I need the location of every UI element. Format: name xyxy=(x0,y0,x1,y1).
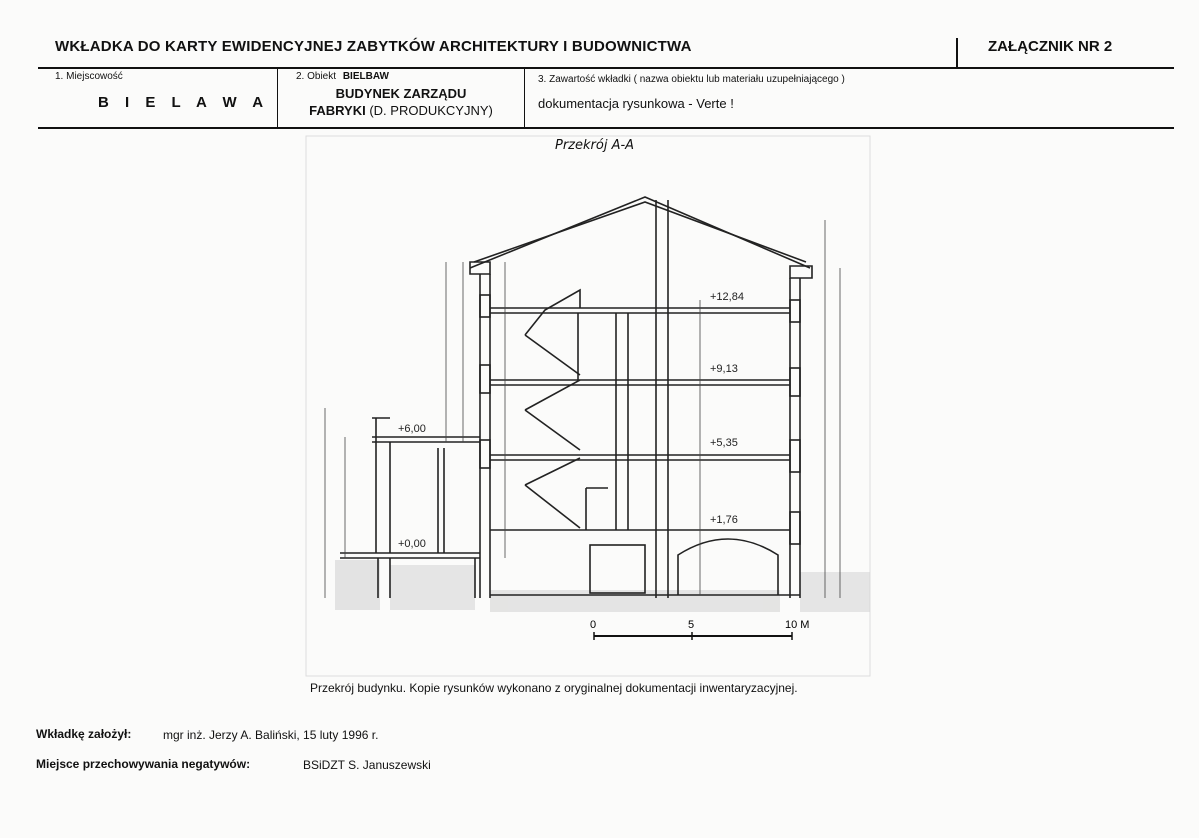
place-value: B I E L A W A xyxy=(98,94,270,111)
level-mark-6: +0,00 xyxy=(398,538,426,550)
annex-number: ZAŁĄCZNIK NR 2 xyxy=(988,38,1113,55)
place-label: 1. Miejscowość xyxy=(55,71,123,82)
object-label: 2. Obiekt xyxy=(296,71,337,82)
founded-value: mgr inż. Jerzy A. Baliński, 15 luty 1996 r. xyxy=(163,728,379,742)
object-name-rest: (D. PRODUKCYJNY) xyxy=(365,103,493,118)
content-value: dokumentacja rysunkowa - Verte ! xyxy=(538,96,734,111)
scale-label-0: 0 xyxy=(590,619,597,631)
level-mark-4: +6,00 xyxy=(398,423,426,435)
object-name-line1: BUDYNEK ZARZĄDU xyxy=(335,86,467,101)
storage-value: BSiDZT S. Januszewski xyxy=(303,758,431,772)
scale-label-5: 5 xyxy=(688,619,695,631)
drawing-caption: Przekrój budynku. Kopie rysunków wykonano z oryginalnej dokumentacji inwentaryzacyjnej. xyxy=(310,681,798,695)
card-title: WKŁADKA DO KARTY EWIDENCYJNEJ ZABYTKÓW ARCHITEKTURY I BUDOWNICTWA xyxy=(55,38,692,55)
storage-label: Miejsce przechowywania negatywów: xyxy=(36,757,251,771)
level-mark-5: +1,76 xyxy=(710,514,738,526)
level-marks xyxy=(398,291,744,550)
level-mark-3: +5,35 xyxy=(710,437,738,449)
founded-label: Wkładkę założył: xyxy=(36,727,132,741)
object-name-bold: FABRYKI xyxy=(309,103,366,118)
content-label: 3. Zawartość wkładki ( nazwa obiektu lub materiału uzupełniającego ) xyxy=(538,74,845,85)
level-mark-1: +12,84 xyxy=(710,291,744,303)
level-mark-2: +9,13 xyxy=(710,363,738,375)
scale-bar xyxy=(590,619,809,640)
scale-label-10: 10 M xyxy=(785,619,810,631)
object-code: BIELBAW xyxy=(342,71,389,82)
section-title: Przekrój A-A xyxy=(555,138,635,153)
